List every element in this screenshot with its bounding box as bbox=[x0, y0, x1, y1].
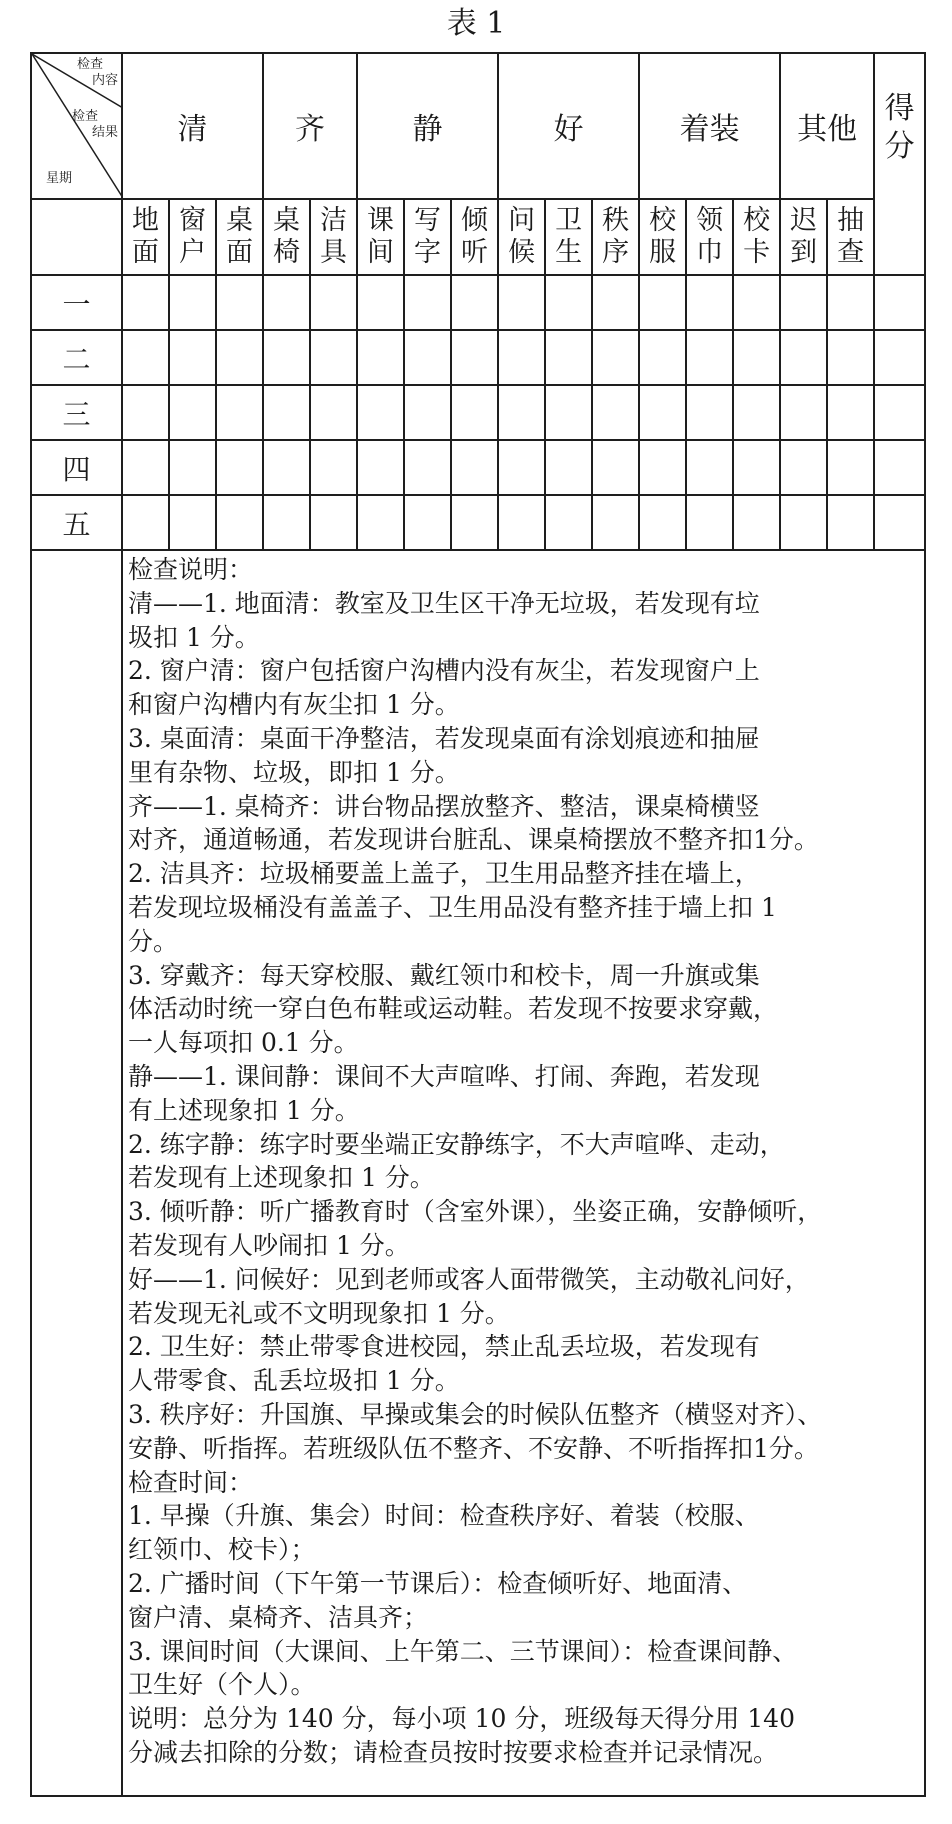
score-entry-cell[interactable] bbox=[310, 275, 357, 330]
subitem-header bbox=[686, 199, 733, 275]
note-line: 若发现有上述现象扣 1 分。 bbox=[128, 1163, 435, 1193]
day-label: 二 bbox=[31, 330, 122, 385]
subitem-char: 到 bbox=[790, 237, 818, 268]
subitem-char: 面 bbox=[132, 237, 159, 268]
score-entry-cell[interactable] bbox=[780, 440, 827, 495]
score-entry-cell[interactable] bbox=[169, 330, 216, 385]
score-entry-cell[interactable] bbox=[780, 385, 827, 440]
subitem-char: 秩 bbox=[602, 205, 630, 236]
score-entry-cell[interactable] bbox=[216, 440, 263, 495]
score-label-1: 得 bbox=[884, 91, 915, 126]
score-entry-cell[interactable] bbox=[639, 275, 686, 330]
subitem-corner-cell bbox=[31, 199, 122, 275]
note-line: 和窗户沟槽内有灰尘扣 1 分。 bbox=[128, 690, 460, 720]
score-entry-cell[interactable] bbox=[451, 385, 498, 440]
subitem-char: 校 bbox=[649, 205, 677, 236]
score-entry-cell[interactable] bbox=[592, 275, 639, 330]
score-entry-cell[interactable] bbox=[357, 385, 404, 440]
note-line: 对齐，通道畅通，若发现讲台脏乱、课桌椅摆放不整齐扣1分。 bbox=[128, 825, 819, 855]
score-entry-cell[interactable] bbox=[357, 330, 404, 385]
note-line: 1. 早操（升旗、集会）时间：检查秩序好、着装（校服、 bbox=[128, 1501, 760, 1531]
note-line: 窗户清、桌椅齐、洁具齐； bbox=[128, 1602, 429, 1632]
score-entry-cell[interactable] bbox=[592, 330, 639, 385]
score-entry-cell[interactable] bbox=[827, 275, 874, 330]
note-line: 分。 bbox=[128, 926, 179, 956]
content-label-1: 检查 bbox=[77, 57, 104, 72]
score-label-2: 分 bbox=[884, 129, 915, 164]
score-entry-cell[interactable] bbox=[122, 330, 169, 385]
note-line: 2. 卫生好：禁止带零食进校园，禁止乱丢垃圾，若发现有 bbox=[128, 1332, 760, 1362]
note-line: 分减去扣除的分数；请检查员按时按要求检查并记录情况。 bbox=[128, 1737, 779, 1767]
score-entry-cell[interactable] bbox=[686, 495, 733, 550]
score-entry-cell[interactable] bbox=[780, 495, 827, 550]
subitem-header bbox=[263, 199, 310, 275]
score-entry-cell[interactable] bbox=[733, 275, 780, 330]
score-entry-cell[interactable] bbox=[498, 385, 545, 440]
note-line: 圾扣 1 分。 bbox=[128, 622, 260, 652]
score-entry-cell[interactable] bbox=[310, 385, 357, 440]
score-entry-cell[interactable] bbox=[404, 385, 451, 440]
score-entry-cell[interactable] bbox=[545, 330, 592, 385]
note-line: 检查时间： bbox=[128, 1467, 254, 1497]
note-line: 2. 广播时间（下午第一节课后）：检查倾听好、地面清、 bbox=[128, 1568, 748, 1598]
score-entry-cell[interactable] bbox=[357, 495, 404, 550]
score-entry-cell[interactable] bbox=[216, 275, 263, 330]
score-entry-cell[interactable] bbox=[451, 330, 498, 385]
subitem-char: 地 bbox=[132, 205, 159, 236]
subitem-header bbox=[733, 199, 780, 275]
score-entry-cell[interactable] bbox=[592, 440, 639, 495]
note-line: 人带零食、乱丢垃圾扣 1 分。 bbox=[128, 1366, 460, 1396]
subitem-char: 候 bbox=[508, 237, 536, 268]
day-row-5 bbox=[31, 495, 925, 550]
note-line: 好——1. 问候好：见到老师或客人面带微笑，主动敬礼问好， bbox=[128, 1264, 810, 1294]
subitem-char: 间 bbox=[367, 237, 395, 268]
subitem-char: 椅 bbox=[273, 237, 301, 268]
subitem-header bbox=[169, 199, 216, 275]
score-entry-cell[interactable] bbox=[169, 385, 216, 440]
subitem-char: 生 bbox=[555, 237, 583, 268]
score-entry-cell[interactable] bbox=[874, 275, 925, 330]
score-entry-cell[interactable] bbox=[404, 440, 451, 495]
score-entry-cell[interactable] bbox=[451, 440, 498, 495]
score-entry-cell[interactable] bbox=[686, 440, 733, 495]
score-entry-cell[interactable] bbox=[874, 385, 925, 440]
subitem-header bbox=[451, 199, 498, 275]
note-line: 3. 课间时间（大课间、上午第二、三节课间）：检查课间静、 bbox=[128, 1636, 798, 1666]
subitem-char: 问 bbox=[508, 205, 536, 236]
subitem-char: 桌 bbox=[273, 205, 301, 236]
note-line: 2. 窗户清：窗户包括窗户沟槽内没有灰尘，若发现窗户上 bbox=[128, 656, 760, 686]
score-entry-cell[interactable] bbox=[451, 275, 498, 330]
score-entry-cell[interactable] bbox=[263, 330, 310, 385]
score-entry-cell[interactable] bbox=[733, 495, 780, 550]
subitem-char: 倾 bbox=[461, 205, 489, 236]
score-entry-cell[interactable] bbox=[827, 495, 874, 550]
subitem-char: 服 bbox=[649, 237, 677, 268]
inspection-table bbox=[30, 52, 926, 1797]
score-header bbox=[874, 53, 925, 275]
score-entry-cell[interactable] bbox=[827, 330, 874, 385]
score-entry-cell[interactable] bbox=[122, 275, 169, 330]
note-line: 3. 穿戴齐：每天穿校服、戴红领巾和校卡，周一升旗或集 bbox=[128, 960, 760, 990]
note-line: 3. 秩序好：升国旗、早操或集会的时候队伍整齐（横竖对齐）、 bbox=[128, 1399, 823, 1429]
day-label: 一 bbox=[31, 275, 122, 330]
score-entry-cell[interactable] bbox=[498, 275, 545, 330]
category-qi: 齐 bbox=[263, 53, 357, 199]
subitem-header bbox=[310, 199, 357, 275]
score-entry-cell[interactable] bbox=[827, 440, 874, 495]
result-label-1: 检查 bbox=[72, 109, 99, 124]
subitem-char: 洁 bbox=[320, 205, 348, 236]
category-hao: 好 bbox=[498, 53, 639, 199]
score-entry-cell[interactable] bbox=[216, 385, 263, 440]
note-line: 若发现无礼或不文明现象扣 1 分。 bbox=[128, 1298, 510, 1328]
subitem-char: 课 bbox=[367, 205, 395, 236]
subitem-header bbox=[122, 199, 169, 275]
subitem-header bbox=[780, 199, 827, 275]
score-entry-cell[interactable] bbox=[498, 330, 545, 385]
content-label-2: 内容 bbox=[92, 73, 119, 88]
score-entry-cell[interactable] bbox=[733, 385, 780, 440]
subitem-char: 序 bbox=[602, 237, 630, 268]
subitem-char: 听 bbox=[461, 237, 489, 268]
score-entry-cell[interactable] bbox=[451, 495, 498, 550]
result-label-2: 结果 bbox=[92, 125, 119, 140]
score-entry-cell[interactable] bbox=[545, 495, 592, 550]
note-line: 卫生好（个人）。 bbox=[128, 1670, 316, 1700]
subitem-char: 具 bbox=[320, 237, 348, 268]
score-entry-cell[interactable] bbox=[310, 440, 357, 495]
notes-left-cell bbox=[31, 550, 122, 1796]
score-entry-cell[interactable] bbox=[780, 275, 827, 330]
category-qita: 其他 bbox=[780, 53, 874, 199]
subitem-header bbox=[639, 199, 686, 275]
day-row-1 bbox=[31, 275, 925, 330]
score-entry-cell[interactable] bbox=[263, 385, 310, 440]
score-entry-cell[interactable] bbox=[404, 495, 451, 550]
subitem-char: 领 bbox=[696, 205, 724, 236]
subitem-char: 查 bbox=[837, 237, 865, 268]
score-entry-cell[interactable] bbox=[592, 385, 639, 440]
note-line: 有上述现象扣 1 分。 bbox=[128, 1095, 360, 1125]
subitem-char: 面 bbox=[226, 237, 254, 268]
subitem-header bbox=[827, 199, 874, 275]
notes-row bbox=[31, 550, 925, 1796]
table-title: 表 1 bbox=[446, 6, 506, 41]
subitem-char: 户 bbox=[179, 237, 206, 268]
inspection-notes bbox=[122, 550, 925, 1796]
subitem-char: 桌 bbox=[226, 205, 254, 236]
score-entry-cell[interactable] bbox=[216, 330, 263, 385]
note-line: 2. 洁具齐：垃圾桶要盖上盖子，卫生用品整齐挂在墙上， bbox=[128, 859, 760, 889]
header-row bbox=[31, 53, 925, 199]
note-line: 2. 练字静：练字时要坐端正安静练字，不大声喧哗、走动， bbox=[128, 1129, 785, 1159]
score-entry-cell[interactable] bbox=[780, 330, 827, 385]
score-entry-cell[interactable] bbox=[357, 275, 404, 330]
day-row-3 bbox=[31, 385, 925, 440]
note-line: 若发现有人吵闹扣 1 分。 bbox=[128, 1230, 410, 1260]
note-line: 安静、听指挥。若班级队伍不整齐、不安静、不听指挥扣1分。 bbox=[128, 1433, 819, 1463]
weekday-label: 星期 bbox=[46, 171, 73, 186]
category-qing: 清 bbox=[122, 53, 263, 199]
score-entry-cell[interactable] bbox=[263, 275, 310, 330]
day-label: 三 bbox=[31, 385, 122, 440]
score-entry-cell[interactable] bbox=[874, 440, 925, 495]
diagonal-header-cell bbox=[31, 53, 122, 199]
score-entry-cell[interactable] bbox=[122, 495, 169, 550]
score-entry-cell[interactable] bbox=[122, 385, 169, 440]
score-entry-cell[interactable] bbox=[545, 385, 592, 440]
note-line: 3. 桌面清：桌面干净整洁，若发现桌面有涂划痕迹和抽屉 bbox=[128, 723, 760, 753]
note-line: 若发现垃圾桶没有盖盖子、卫生用品没有整齐挂于墙上扣 1 bbox=[128, 892, 777, 922]
score-entry-cell[interactable] bbox=[310, 495, 357, 550]
subitem-char: 迟 bbox=[790, 205, 818, 236]
score-entry-cell[interactable] bbox=[686, 330, 733, 385]
score-entry-cell[interactable] bbox=[827, 385, 874, 440]
subitem-char: 字 bbox=[414, 237, 442, 268]
score-entry-cell[interactable] bbox=[733, 440, 780, 495]
score-entry-cell[interactable] bbox=[545, 275, 592, 330]
score-entry-cell[interactable] bbox=[639, 385, 686, 440]
score-entry-cell[interactable] bbox=[216, 495, 263, 550]
subitem-header bbox=[545, 199, 592, 275]
score-entry-cell[interactable] bbox=[498, 440, 545, 495]
subitem-header bbox=[357, 199, 404, 275]
score-entry-cell[interactable] bbox=[169, 440, 216, 495]
score-entry-cell[interactable] bbox=[169, 275, 216, 330]
subitem-char: 卫 bbox=[555, 205, 583, 236]
subitem-char: 写 bbox=[414, 205, 442, 236]
note-line: 静——1. 课间静：课间不大声喧哗、打闹、奔跑，若发现 bbox=[128, 1061, 760, 1091]
score-entry-cell[interactable] bbox=[545, 440, 592, 495]
day-row-4 bbox=[31, 440, 925, 495]
subitem-char: 窗 bbox=[179, 205, 206, 236]
subitem-char: 卡 bbox=[743, 237, 771, 268]
score-entry-cell[interactable] bbox=[874, 495, 925, 550]
subitem-header bbox=[592, 199, 639, 275]
note-line: 体活动时统一穿白色布鞋或运动鞋。若发现不按要求穿戴， bbox=[128, 994, 779, 1024]
subitem-char: 抽 bbox=[837, 205, 865, 236]
subitem-header bbox=[404, 199, 451, 275]
day-label: 四 bbox=[31, 440, 122, 495]
score-entry-cell[interactable] bbox=[357, 440, 404, 495]
score-entry-cell[interactable] bbox=[733, 330, 780, 385]
day-label: 五 bbox=[31, 495, 122, 550]
score-entry-cell[interactable] bbox=[169, 495, 216, 550]
note-line: 红领巾、校卡）； bbox=[128, 1535, 316, 1565]
score-entry-cell[interactable] bbox=[404, 330, 451, 385]
subitem-char: 校 bbox=[743, 205, 771, 236]
subitem-row bbox=[31, 199, 925, 275]
score-entry-cell[interactable] bbox=[592, 495, 639, 550]
score-entry-cell[interactable] bbox=[874, 330, 925, 385]
note-line: 清——1. 地面清：教室及卫生区干净无垃圾，若发现有垃 bbox=[128, 588, 760, 618]
score-entry-cell[interactable] bbox=[263, 440, 310, 495]
day-row-2 bbox=[31, 330, 925, 385]
note-line: 一人每项扣 0.1 分。 bbox=[128, 1028, 359, 1058]
score-entry-cell[interactable] bbox=[639, 330, 686, 385]
subitem-header bbox=[498, 199, 545, 275]
score-entry-cell[interactable] bbox=[404, 275, 451, 330]
score-entry-cell[interactable] bbox=[498, 495, 545, 550]
note-line: 3. 倾听静：听广播教育时（含室外课），坐姿正确，安静倾听， bbox=[128, 1197, 823, 1227]
score-entry-cell[interactable] bbox=[686, 385, 733, 440]
note-line: 说明：总分为 140 分，每小项 10 分，班级每天得分用 140 bbox=[128, 1704, 795, 1734]
subitem-char: 巾 bbox=[696, 237, 724, 268]
category-zhuozhuang: 着装 bbox=[639, 53, 780, 199]
score-entry-cell[interactable] bbox=[263, 495, 310, 550]
category-jing: 静 bbox=[357, 53, 498, 199]
score-entry-cell[interactable] bbox=[639, 440, 686, 495]
note-line: 检查说明： bbox=[128, 555, 254, 584]
score-entry-cell[interactable] bbox=[639, 495, 686, 550]
note-line: 里有杂物、垃圾，即扣 1 分。 bbox=[128, 757, 460, 787]
subitem-header bbox=[216, 199, 263, 275]
score-entry-cell[interactable] bbox=[686, 275, 733, 330]
score-entry-cell[interactable] bbox=[122, 440, 169, 495]
score-entry-cell[interactable] bbox=[310, 330, 357, 385]
note-line: 齐——1. 桌椅齐：讲台物品摆放整齐、整洁，课桌椅横竖 bbox=[128, 791, 760, 821]
